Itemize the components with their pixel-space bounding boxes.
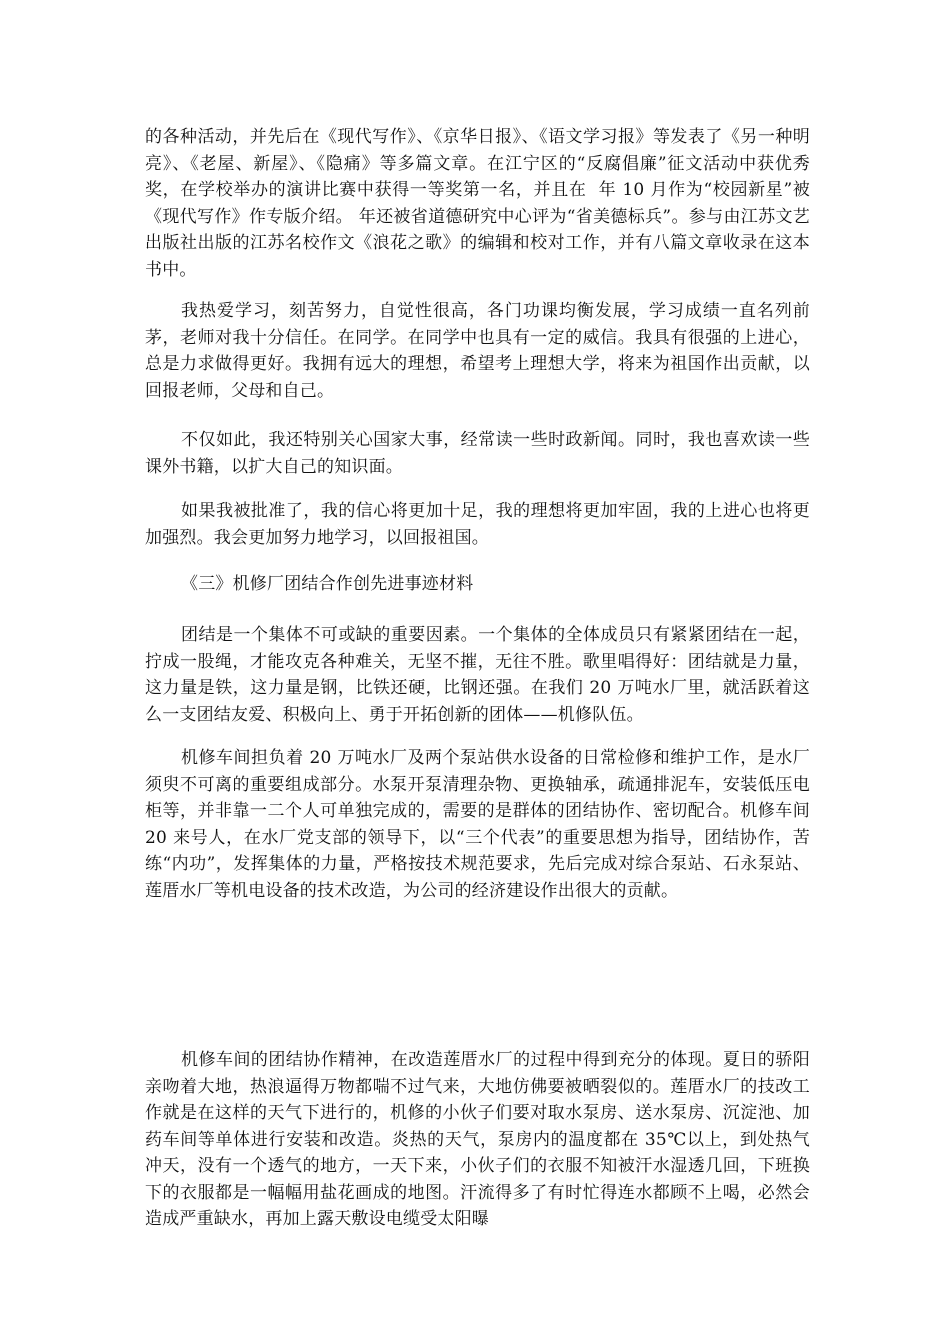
paragraph-renovation: 机修车间的团结协作精神，在改造莲厝水厂的过程中得到充分的体现。夏日的骄阳亲吻着大地，热浪逼得万物都喘不过气来，大地仿佛要被晒裂似的。莲厝水厂的技改工作就是在这样的天气下进行的，机修的小伙子们要对取水泵房、送水泵房、沉淀池、加药车间等单体进行安装和改造。炎热的天气，泵房内的温度都在 35℃以上，到处热气冲天，没有一个透气的地方，一天下来，小伙子们的衣服不知被汗水湿透几回，下班换下的衣服都是一幅幅用盐花画成的地图。汗流得多了有时忙得连水都顾不上喝，必然会造成严重缺水，再加上露天敷设电缆受太阳曝: [145, 1050, 810, 1229]
paragraph-current-affairs: 不仅如此，我还特别关心国家大事，经常读一些时政新闻。同时，我也喜欢读一些课外书籍，以扩大自己的知识面。: [145, 430, 810, 477]
paragraph-if-approved: 如果我被批准了，我的信心将更加十足，我的理想将更加牢固，我的上进心也将更加强烈。我会更加努力地学习，以回报祖国。: [145, 501, 810, 548]
paragraph-workshop-duties: 机修车间担负着 20 万吨水厂及两个泵站供水设备的日常检修和维护工作，是水厂须臾不可离的重要组成部分。水泵开泵清理杂物、更换轴承，疏通排泥车，安装低压电柜等，并非靠一二个人可单独完成的，需要的是群体的团结协作、密切配合。机修车间 20 来号人，在水厂党支部的领导下，以“三个代表”的重要思想为指导，团结协作，苦练“内功”，发挥集体的力量，严格按技术规范要求，先后完成对综合泵站、石永泵站、莲厝水厂等机电设备的技术改造，为公司的经济建设作出很大的贡献。: [145, 748, 816, 901]
paragraph-unity: 团结是一个集体不可或缺的重要因素。一个集体的全体成员只有紧紧团结在一起，拧成一股绳，才能攻克各种难关，无坚不摧，无往不胜。歌里唱得好：团结就是力量，这力量是铁，这力量是钢，比铁还硬，比钢还强。在我们 20 万吨水厂里，就活跃着这么一支团结友爱、积极向上、勇于开拓创新的团体——机修队伍。: [145, 625, 810, 725]
paragraph-activities: 的各种活动，并先后在《现代写作》、《京华日报》、《语文学习报》等发表了《另一种明亮》、《老屋、新屋》、《隐痛》等多篇文章。在江宁区的“反腐倡廉”征文活动中获优秀奖，在学校举办的演讲比赛中获得一等奖第一名，并且在 年 10 月作为“校园新星”被《现代写作》作专版介绍。 年还被省道德研究中心评为“省美德标兵”。参与由江苏文艺出版社出版的江苏名校作文《浪花之歌》的编辑和校对工作，并有八篇文章收录在这本书中。: [145, 127, 810, 280]
paragraph-study: 我热爱学习，刻苦努力，自觉性很高，各门功课均衡发展，学习成绩一直名列前茅，老师对我十分信任。在同学。在同学中也具有一定的威信。我具有很强的上进心，总是力求做得更好。我拥有远大的理想，希望考上理想大学，将来为祖国作出贡献，以回报老师，父母和自己。: [145, 301, 810, 401]
section-heading: 《三》机修厂团结合作创先进事迹材料: [181, 574, 474, 594]
